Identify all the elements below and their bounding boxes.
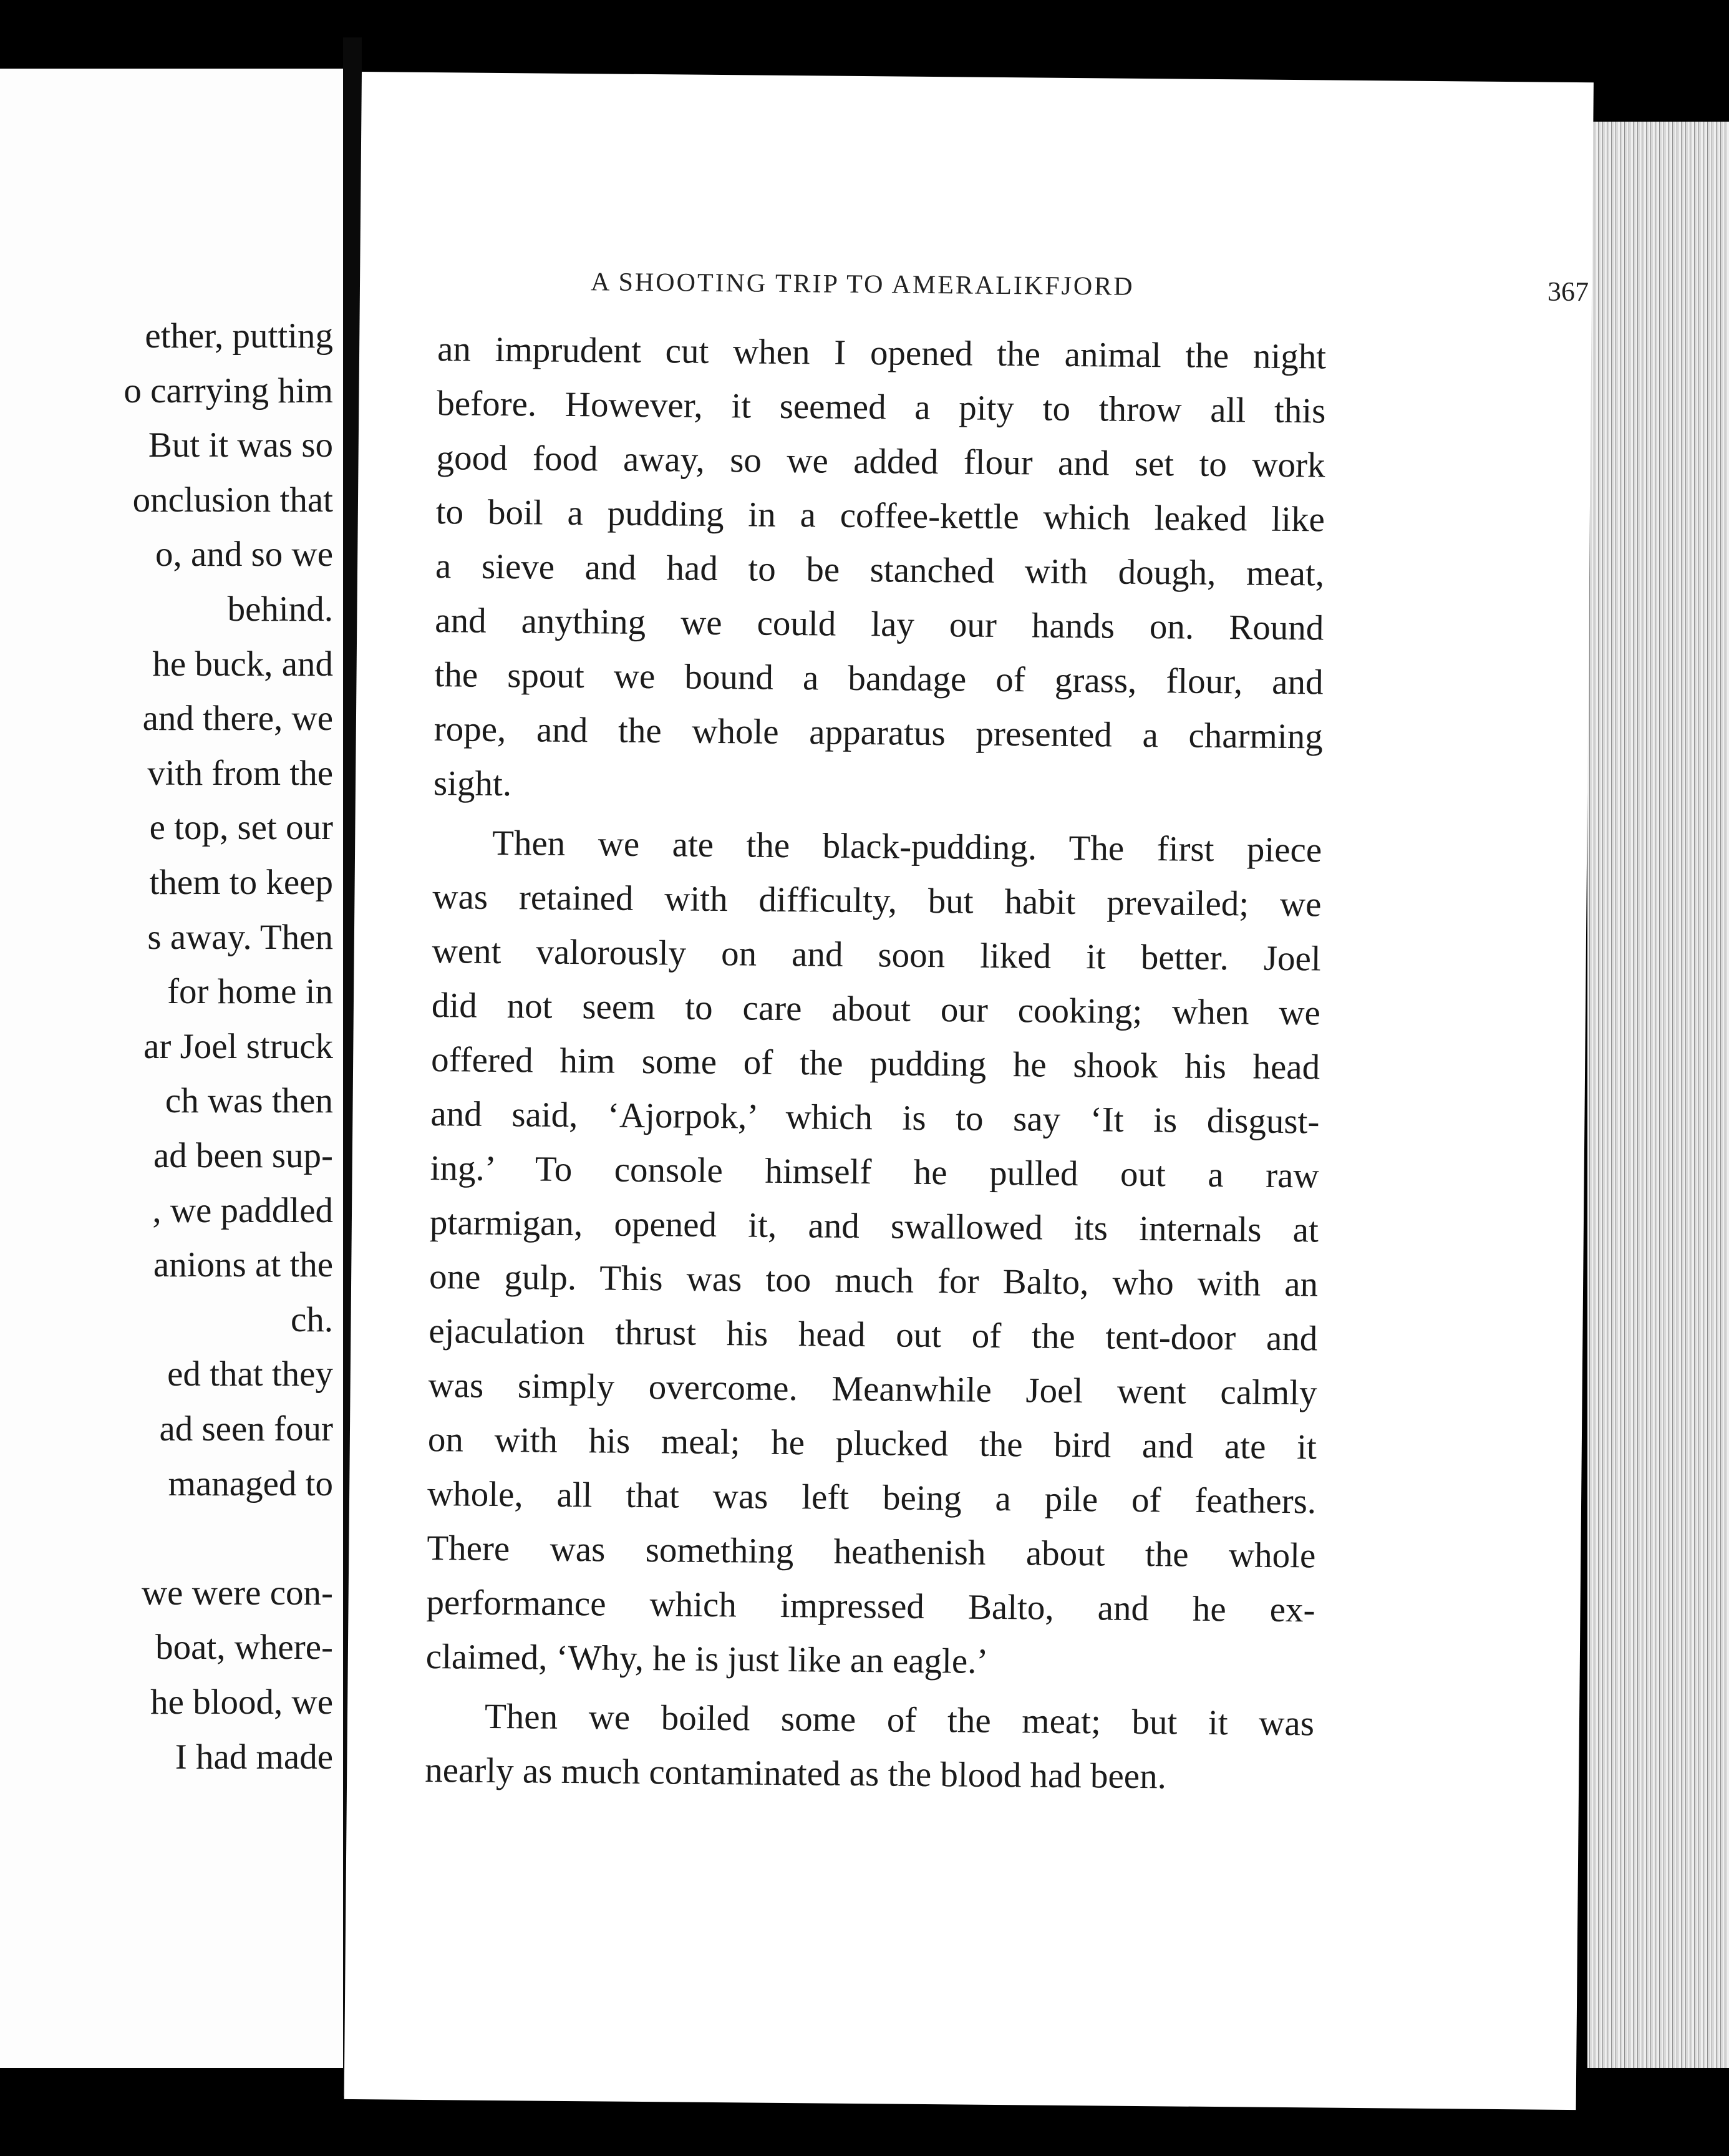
text-line: Then we boiled some of the meat; but it was	[484, 1696, 1315, 1744]
right-page	[344, 72, 1594, 2110]
text-line: and said, ‘Ajorpok,’ which is to say ‘It is disgust-	[430, 1094, 1320, 1142]
paragraph	[425, 815, 1322, 1691]
text-line: did not seem to care about our cooking; when we	[431, 986, 1321, 1033]
left-page-line: ar Joel struck	[143, 1026, 333, 1066]
text-line: an imprudent cut when I opened the animal the night	[437, 329, 1327, 377]
left-page-line: ed that they	[167, 1354, 333, 1394]
page-edges	[1587, 122, 1729, 2068]
text-line: There was something heathenish about the whole	[427, 1528, 1316, 1576]
left-page-line: o, and so we	[155, 535, 333, 575]
text-line: claimed, ‘Why, he is just like an eagle.’	[425, 1636, 989, 1681]
text-line: good food away, so we added flour and set to work	[436, 438, 1325, 485]
text-line: was retained with difficulty, but habit prevailed; we	[432, 877, 1322, 925]
left-page-line: he blood, we	[150, 1683, 333, 1722]
left-page-line: o carrying him	[124, 371, 333, 410]
text-line: nearly as much contaminated as the blood had been.	[424, 1750, 1167, 1797]
left-page-line: onclusion that	[132, 480, 333, 520]
left-page-line: for home in	[167, 972, 333, 1012]
text-line: offered him some of the pudding he shook his head	[430, 1040, 1320, 1087]
left-page-line: ch was then	[165, 1081, 333, 1121]
text-line: one gulp. This was too much for Balto, who with an	[429, 1257, 1319, 1304]
running-title: A SHOOTING TRIP TO AMERALIKFJORD	[590, 268, 1135, 301]
text-line: rope, and the whole apparatus presented a charming	[433, 709, 1324, 757]
text-line: Then we ate the black-pudding. The first piece	[492, 823, 1322, 870]
left-facing-page	[0, 69, 343, 2068]
left-page-line: ch.	[290, 1299, 333, 1339]
text-line: was simply overcome. Meanwhile Joel went calmly	[428, 1366, 1317, 1413]
paragraph	[425, 1689, 1314, 1805]
text-line: whole, all that was left being a pile of feathers.	[427, 1474, 1317, 1522]
left-page-line: we were con-	[142, 1573, 333, 1613]
text-line: went valorously on and soon liked it better. Joel	[432, 931, 1321, 979]
left-page-line: boat, where-	[155, 1628, 333, 1668]
text-line: and anything we could lay our hands on. Round	[435, 601, 1324, 648]
left-page-line: I had made	[175, 1737, 333, 1777]
text-line: sight.	[433, 764, 512, 804]
page-number: 367	[1547, 276, 1589, 308]
text-line: before. However, it seemed a pity to throw all this	[437, 384, 1326, 431]
text-line: ptarmigan, opened it, and swallowed its internals at	[429, 1203, 1319, 1250]
left-page-line: e top, set our	[149, 808, 333, 848]
paragraph	[433, 322, 1327, 818]
text-line: a sieve and had to be stanched with dough, meat,	[435, 546, 1325, 594]
left-page-line: ad been sup-	[153, 1136, 333, 1175]
left-page-line: But it was so	[148, 425, 333, 465]
left-page-line: vith from the	[147, 753, 333, 793]
left-page-line: , we paddled	[152, 1190, 333, 1230]
left-page-line: ad seen four	[159, 1409, 333, 1449]
left-page-line: them to keep	[149, 863, 333, 902]
text-line: the spout we bound a bandage of grass, flour, and	[434, 655, 1324, 702]
text-line: to boil a pudding in a coffee-kettle which leaked like	[435, 492, 1325, 540]
left-page-line: s away. Then	[147, 917, 333, 957]
left-page-line: he buck, and	[152, 644, 333, 684]
left-page-line: anions at the	[153, 1245, 333, 1285]
text-line: performance which impressed Balto, and he ex-	[426, 1582, 1315, 1630]
left-page-line: behind.	[227, 590, 333, 629]
left-page-line: ether, putting	[145, 316, 333, 356]
running-head	[591, 267, 1589, 313]
text-line: ing.’ To console himself he pulled out a raw	[430, 1148, 1319, 1196]
text-line: ejaculation thrust his head out of the tent-door and	[429, 1311, 1318, 1359]
body-text	[425, 322, 1327, 1805]
left-page-line: and there, we	[142, 699, 333, 739]
left-page-line: managed to	[168, 1464, 333, 1503]
text-line: on with his meal; he plucked the bird and ate it	[427, 1420, 1317, 1467]
